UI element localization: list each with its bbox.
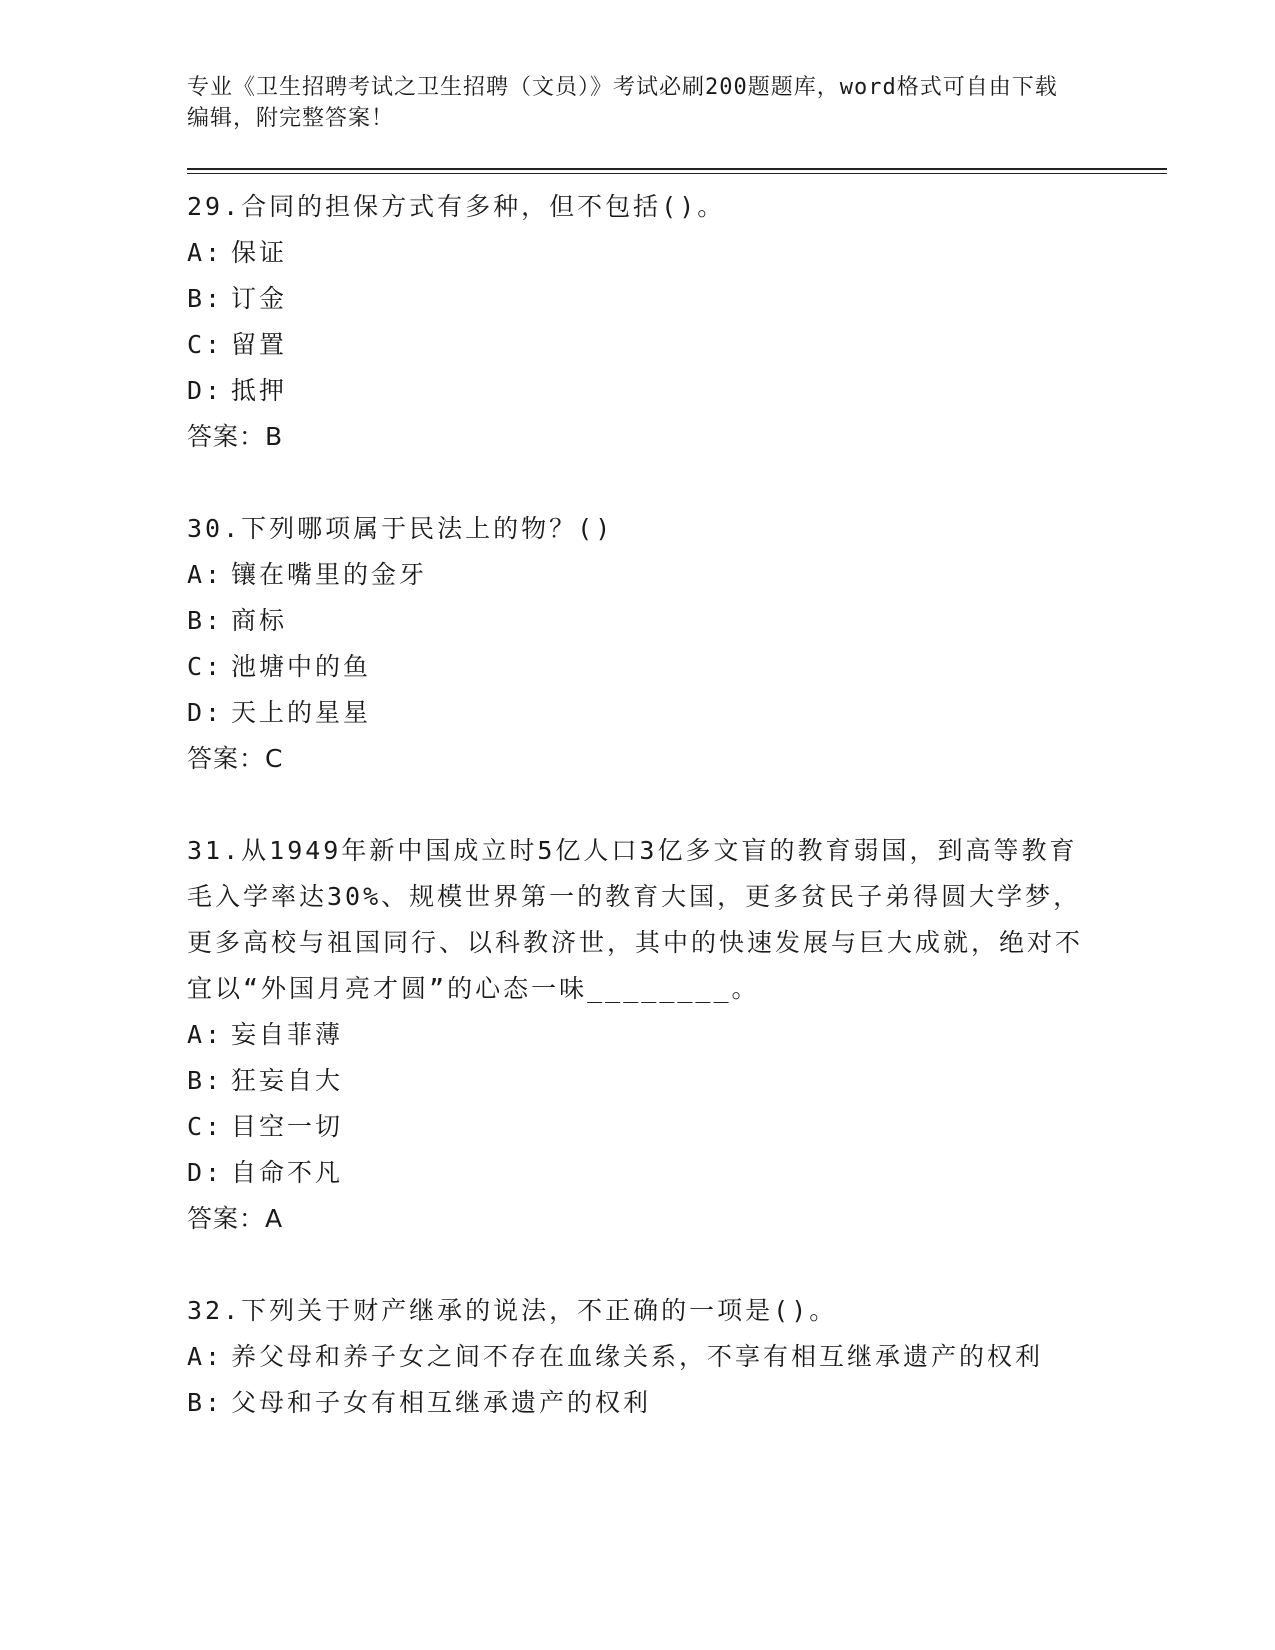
option-a — [187, 1012, 1167, 1058]
option-letter: D: — [187, 376, 224, 405]
option-letter: A: — [187, 560, 224, 589]
document-page — [187, 72, 1167, 1472]
option-letter: B: — [187, 606, 224, 635]
option-a — [187, 230, 1167, 276]
option-text: 父母和子女有相互继承遗产的权利 — [231, 1388, 652, 1417]
option-b — [187, 598, 1167, 644]
option-text: 镶在嘴里的金牙 — [231, 560, 428, 589]
option-letter: A: — [187, 238, 224, 267]
option-text: 保证 — [231, 238, 288, 267]
option-text: 商标 — [231, 606, 288, 635]
question-stem: 30.下列哪项属于民法上的物？() — [187, 514, 614, 543]
question-32 — [187, 1288, 1167, 1426]
option-letter: A: — [187, 1020, 224, 1049]
option-text: 天上的星星 — [231, 698, 372, 727]
question-31 — [187, 828, 1167, 1242]
option-text: 订金 — [231, 284, 288, 313]
option-letter: B: — [187, 1066, 224, 1095]
option-b — [187, 276, 1167, 322]
option-c — [187, 644, 1167, 690]
option-text: 留置 — [231, 330, 288, 359]
question-stem: 32.下列关于财产继承的说法，不正确的一项是()。 — [187, 1296, 838, 1325]
option-text: 妄自菲薄 — [231, 1020, 344, 1049]
answer-line: 答案：A — [187, 1204, 284, 1233]
option-text: 狂妄自大 — [231, 1066, 344, 1095]
option-letter: B: — [187, 1388, 224, 1417]
question-30 — [187, 506, 1167, 782]
option-a — [187, 1334, 1167, 1380]
question-29 — [187, 184, 1167, 460]
question-list — [187, 184, 1167, 1426]
question-stem: 29.合同的担保方式有多种，但不包括()。 — [187, 192, 726, 221]
option-c — [187, 1104, 1167, 1150]
option-d — [187, 368, 1167, 414]
question-stem: 31.从1949年新中国成立时5亿人口3亿多文盲的教育弱国，到高等教育毛入学率达30%、规模世界第一的教育大国，更多贫民子弟得圆大学梦，更多高校与祖国同行、以科教济世，其中的快速发展与巨大成就，绝对不宜以“外国月亮才圆”的心态一味________。 — [187, 836, 1084, 1003]
option-text: 自命不凡 — [231, 1158, 344, 1187]
option-text: 目空一切 — [231, 1112, 344, 1141]
option-letter: A: — [187, 1342, 224, 1371]
option-letter: D: — [187, 1158, 224, 1187]
option-letter: B: — [187, 284, 224, 313]
option-letter: D: — [187, 698, 224, 727]
option-text: 养父母和养子女之间不存在血缘关系，不享有相互继承遗产的权利 — [231, 1342, 1044, 1371]
header-divider — [187, 168, 1167, 174]
option-text: 池塘中的鱼 — [231, 652, 372, 681]
option-letter: C: — [187, 652, 224, 681]
option-a — [187, 552, 1167, 598]
option-d — [187, 690, 1167, 736]
option-b — [187, 1380, 1167, 1426]
option-c — [187, 322, 1167, 368]
document-header: 专业《卫生招聘考试之卫生招聘（文员）》考试必刷200题题库，word格式可自由下载编辑，附完整答案！ — [187, 75, 1058, 131]
option-d — [187, 1150, 1167, 1196]
answer-line: 答案：B — [187, 422, 284, 451]
option-letter: C: — [187, 1112, 224, 1141]
answer-line: 答案：C — [187, 744, 284, 773]
option-b — [187, 1058, 1167, 1104]
option-text: 抵押 — [231, 376, 288, 405]
option-letter: C: — [187, 330, 224, 359]
